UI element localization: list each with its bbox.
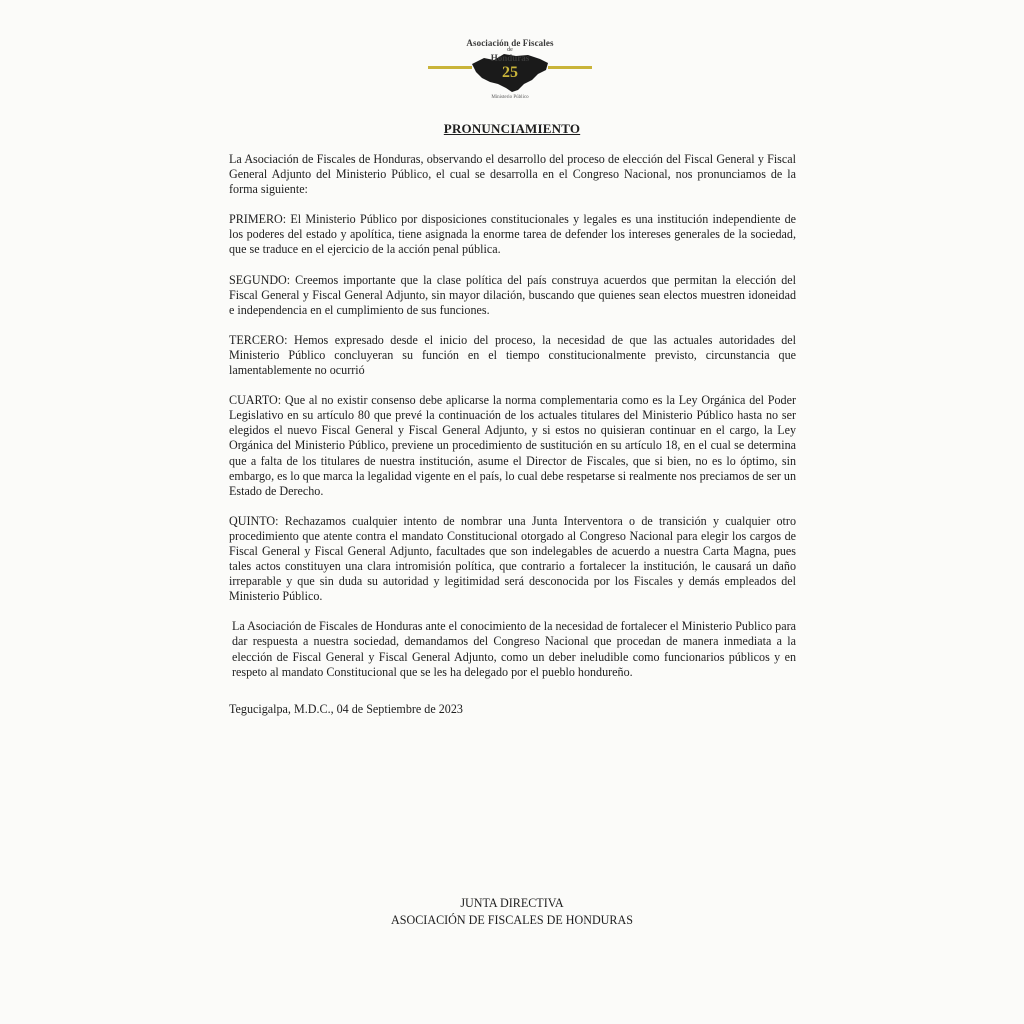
logo-text-line-1: Asociación de Fiscales (466, 38, 554, 48)
conclusion-paragraph: La Asociación de Fiscales de Honduras ante el conocimiento de la necesidad de fortalecer el Ministerio Publico para dar respuesta a nuestra sociedad, demandamos del Congreso Nacional que procedan de manera inmediata a la elección de Fiscal General y Fiscal General Adjunto, como un deber ineludible como funcionarios públicos y en respeto al mandato Constitucional que se les ha delegado por el pueblo hondureño. (232, 619, 796, 679)
signature-line-1: JUNTA DIRECTIVA (460, 896, 564, 910)
point-segundo: SEGUNDO: Creemos importante que la clase política del país construya acuerdos que permitan la elección del Fiscal General y Fiscal General Adjunto, sin mayor dilación, buscando que quienes sean electos muestren idoneidad e independencia en el cumplimiento de sus funciones. (229, 272, 796, 317)
logo-text-line-2: de (507, 47, 513, 53)
document-body (229, 152, 796, 732)
document-title: PRONUNCIAMIENTO (443, 121, 581, 136)
point-cuarto: CUARTO: Que al no existir consenso debe aplicarse la norma complementaria como es la Ley Orgánica del Poder Legislativo en su artículo 80 que prevé la continuación de los actuales titulares del Ministerio Público hasta no ser elegidos el nuevo Fiscal General y Fiscal General Adjunto, y si estos no quisieran continuar en el cargo, la Ley Orgánica del Ministerio Público, previene un procedimiento de sustitución en su artículo 18, en el cual se determina que a falta de los titulares de nuestra institución, asume el Director de Fiscales, que si bien, no es lo óptimo, sin embargo, es lo que marca la legalidad vigente en el país, lo cual debe respetarse si realmente nos preciamos de ser un Estado de Derecho. (229, 393, 796, 498)
intro-paragraph: La Asociación de Fiscales de Honduras, observando el desarrollo del proceso de elección del Fiscal General y Fiscal General Adjunto del Ministerio Público, el cual se desarrolla en el Congreso Nacional, nos pronunciamos de la forma siguiente: (229, 152, 796, 197)
logo-text-line-3: Honduras (490, 53, 530, 63)
point-primero: PRIMERO: El Ministerio Público por disposiciones constitucionales y legales es una institución independiente de los poderes del estado y apolítica, tiene asignada la enorme tarea de defender los intereses generales de la sociedad, que se traduce en el ejercicio de la acción penal pública. (229, 212, 796, 257)
association-logo (420, 34, 600, 106)
point-quinto: QUINTO: Rechazamos cualquier intento de nombrar una Junta Interventora o de transición y cualquier otro procedimiento que atente contra el mandato Constitucional otorgado al Congreso Nacional para elegir los cargos de Fiscal General y Fiscal General Adjunto, facultades que son indelegables de acuerdo a nuestra Carta Magna, pues tales actos constituyen una clara intromisión política, que contrario a fortalecer la institución, le causará un daño irreparable y que sin duda su autoridad y legitimidad será desconocida por los Fiscales y demás empleados del Ministerio Público. (229, 513, 796, 604)
svg-text:25: 25 (502, 64, 518, 81)
logo-footer-text: Ministerio Público (491, 95, 529, 100)
place-date: Tegucigalpa, M.D.C., 04 de Septiembre de 2023 (229, 701, 463, 716)
point-tercero: TERCERO: Hemos expresado desde el inicio del proceso, la necesidad de que las actuales autoridades del Ministerio Público concluyeran su función en el tiempo constitucionalmente previsto, circunstancia que lamentablemente no ocurrió (229, 332, 796, 378)
signature-line-2: ASOCIACIÓN DE FISCALES DE HONDURAS (391, 913, 633, 927)
signature-block (0, 895, 1024, 929)
